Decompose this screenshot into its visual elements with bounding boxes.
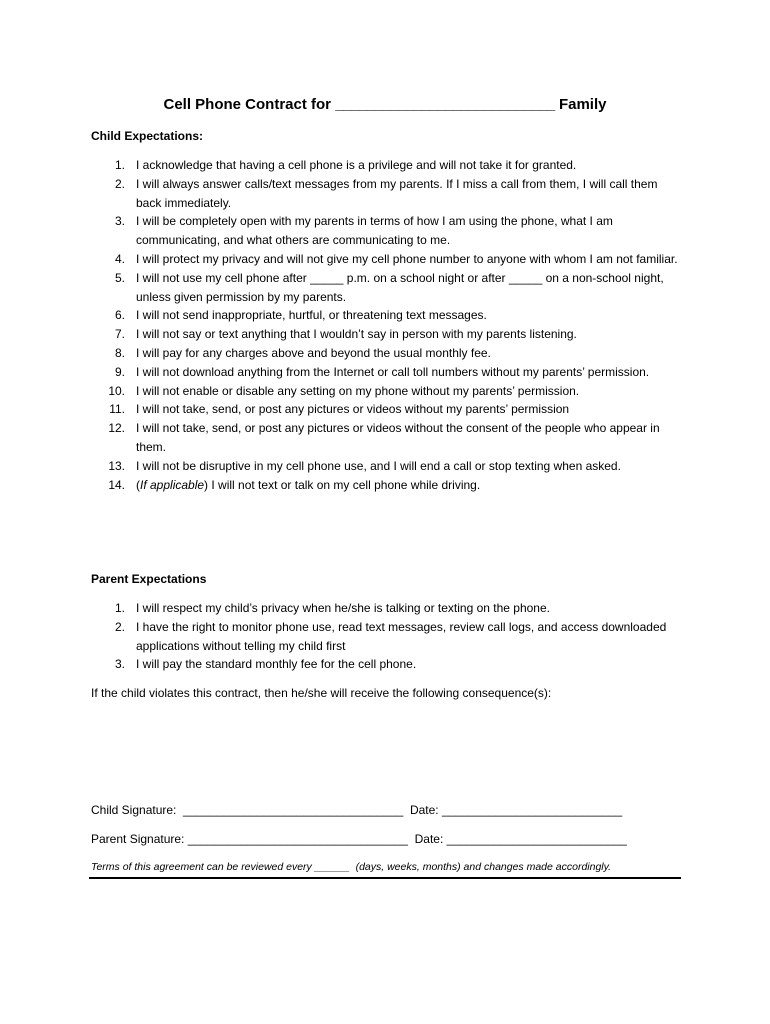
item-text: I will not enable or disable any setting on my phone without my parents’ permission. [136, 383, 580, 398]
item-number: 12. [108, 421, 125, 436]
list-item [91, 419, 681, 457]
item-text: I will not download anything from the Internet or call toll numbers without my parents’ permission. [136, 364, 650, 379]
item-text: I will not be disruptive in my cell phone use, and I will end a call or stop texting when asked. [136, 458, 621, 473]
title-suffix: Family [558, 96, 607, 113]
item-number: 13. [108, 458, 125, 473]
open-paren: ( [136, 477, 140, 492]
title-prefix: Cell Phone Contract for [163, 96, 332, 113]
item-text [136, 478, 480, 492]
list-item [91, 156, 681, 175]
page-title [0, 95, 770, 115]
footer-divider [89, 877, 681, 879]
consequence-statement: If the child violates this contract, then he/she will receive the following consequence(s): [91, 686, 552, 700]
item-rest-text: ) I will not text or talk on my cell phone while driving. [204, 477, 481, 492]
item-text: I will not take, send, or post any pictures or videos without the consent of the people who appear in them. [136, 421, 660, 454]
item-number: 5. [114, 270, 125, 285]
parent-signature-line: Parent Signature: _________________________________ Date: ___________________________ [91, 832, 627, 846]
child-signature-line: Child Signature: _________________________________ Date: ___________________________ [91, 803, 623, 817]
child-expectations-heading: Child Expectations: [91, 129, 204, 143]
item-number: 8. [114, 345, 125, 360]
child-expectations-list [91, 156, 681, 494]
list-item [91, 363, 681, 382]
item-text: I will pay the standard monthly fee for the cell phone. [136, 657, 417, 672]
list-item [91, 476, 681, 495]
item-number: 4. [114, 251, 125, 266]
item-text: I acknowledge that having a cell phone is a privilege and will not take it for granted. [136, 158, 577, 172]
item-number: 10. [108, 383, 125, 398]
item-text: I will not say or text anything that I wouldn’t say in person with my parents listening. [136, 327, 577, 342]
item-number: 6. [114, 308, 125, 323]
item-number: 2. [114, 176, 125, 191]
item-text: I will not take, send, or post any pictures or videos without my parents’ permission [136, 402, 570, 417]
list-item [91, 325, 681, 344]
item-number: 1. [114, 601, 125, 615]
item-text: I will protect my privacy and will not give my cell phone number to anyone with whom I am not familiar. [136, 251, 678, 266]
item-text: I have the right to monitor phone use, read text messages, review call logs, and access downloaded applications without telling my child first [136, 619, 667, 653]
item-text: I will respect my child’s privacy when he/she is talking or texting on the phone. [136, 601, 550, 615]
list-item [91, 250, 681, 269]
item-number: 3. [114, 214, 125, 229]
list-item [91, 344, 681, 363]
item-text: I will not send inappropriate, hurtful, or threatening text messages. [136, 308, 487, 323]
item-number: 9. [114, 364, 125, 379]
list-item [91, 382, 681, 401]
list-item [91, 306, 681, 325]
parent-expectations-list [91, 599, 681, 674]
family-name-blank: ____________________________ [335, 96, 555, 113]
list-item [91, 175, 681, 213]
item-text: I will pay for any charges above and beyond the usual monthly fee. [136, 345, 491, 360]
item-number: 14. [108, 477, 125, 492]
list-item [91, 212, 681, 250]
item-text: I will not use my cell phone after _____ p.m. on a school night or after _____ on a non-school night, unless given permission by my parents. [136, 270, 664, 304]
item-text: I will be completely open with my parents in terms of how I am using the phone, what I am communicating, and what others are communicating to me. [136, 214, 613, 248]
item-text: I will always answer calls/text messages from my parents. If I miss a call from them, I will call them back immediately. [136, 176, 658, 210]
list-item [91, 599, 681, 618]
list-item [91, 655, 681, 674]
item-number: 2. [114, 619, 125, 634]
if-applicable-text: If applicable [140, 477, 205, 492]
list-item [91, 269, 681, 307]
list-item [91, 457, 681, 476]
item-number: 3. [114, 657, 125, 672]
list-item [91, 400, 681, 419]
item-number: 11. [109, 402, 125, 417]
item-number: 1. [114, 158, 125, 172]
terms-note: Terms of this agreement can be reviewed every ______ (days, weeks, months) and changes made accordingly. [91, 861, 612, 873]
parent-expectations-heading: Parent Expectations [91, 572, 207, 586]
item-number: 7. [114, 327, 125, 342]
list-item [91, 618, 681, 656]
